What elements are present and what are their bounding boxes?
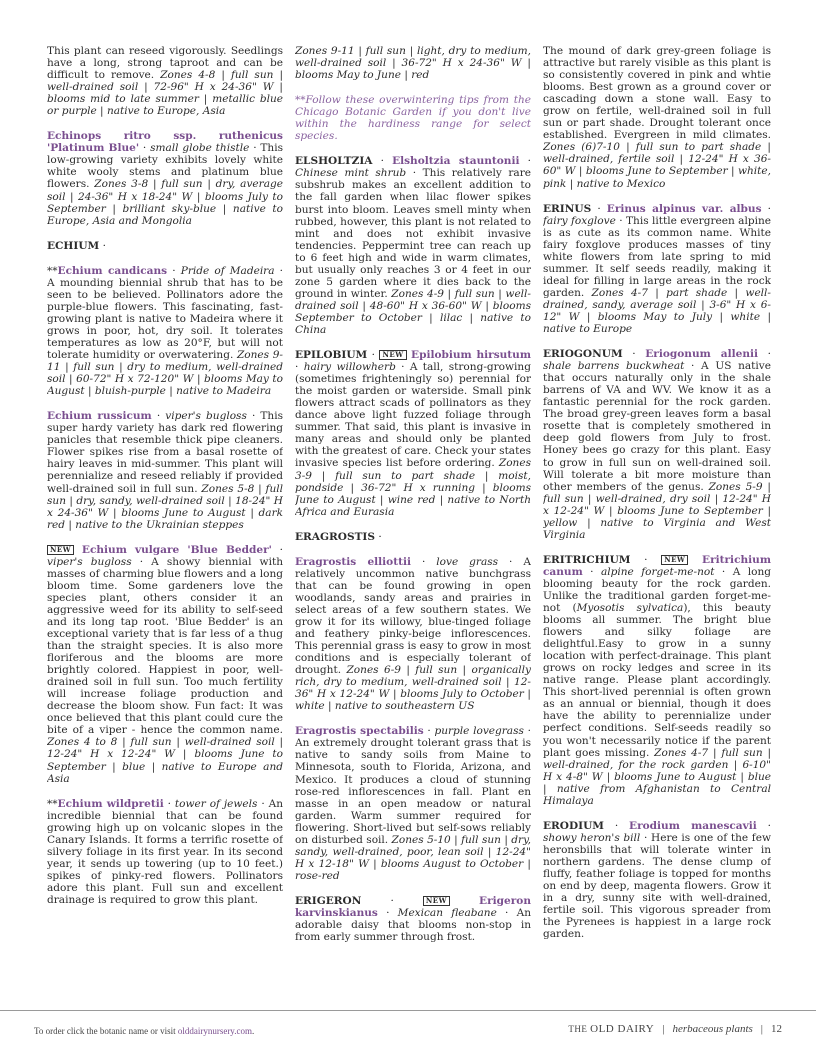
entry-specs: Zones (6)7-10 | full sun to part shade | well-drained, fertile soil | 12-24" H x 36-60" W | blooms June to September | white, pink | native to Mexico	[543, 141, 771, 190]
botanic-name-link[interactable]: Erigeron karvinskianus	[295, 894, 531, 919]
column-3	[543, 45, 771, 1005]
botanic-name-link[interactable]: Eragrostis spectabilis	[295, 725, 424, 738]
entry-specs: Zones 5-10 | full sun | dry, sandy, well-drained, poor, lean soil | 12-24" H x 12-18" W | blooms August to October | rose-red	[295, 833, 531, 882]
plant-entry: Echinops ritro ssp. ruthenicus 'Platinum Blue' · small globe thistle · This low-growing variety exhibits lovely white white wooly stems and platinum blue flowers. Zones 3-8 | full sun | dry, average soil | 24-36" H x 18-24" W | blooms July to September | brilliant sky-blue | native to Europe, Asia and Mongolia	[47, 130, 283, 227]
entry-specs: Zones 4-9 | full sun | well-drained soil | 48-60" H x 36-60" W | blooms September to October | lilac | native to China	[295, 287, 531, 336]
botanic-name-link[interactable]: Eritrichium canum	[543, 553, 771, 578]
entry-description: A showy biennial with masses of charming blue flowers and a long bloom time. Some gardeners love the species plant, others consider it an aggressive weed for its ability to self-seed and its long tap root. 'Blue Bedder' is an exceptional variety that is far less of a thug than the straight species. It is also more floriferous and the blooms are more brightly colored. Happiest in poor, well-drained soil in full sun. Too much fertility will increase foliage production and decrease the bloom show. Fun fact: It was once believed that this plant could cure the bite of a viper - hence the common name.	[47, 555, 283, 737]
entry-specs: Zones 3-8 | full sun | dry, average soil | 24-36" H x 18-24" W | blooms July to September | brilliant sky-blue | native to Europe, Asia and Mongolia	[47, 178, 283, 227]
entry-description: An extremely drought tolerant grass that is native to sandy soils from Maine to Minnesota, south to Florida, Arizona, and Mexico. It produces a cloud of stunning rose-red inflorescences in fall. Plant en masse in an open meadow or natural garden. Warm summer required for flowering. Short-lived but self-sows reliably on disturbed soil.	[295, 737, 531, 846]
column-2	[295, 45, 531, 1005]
botanic-name-link[interactable]: Echium candicans	[57, 264, 168, 277]
common-name: purple lovegrass	[434, 725, 524, 738]
order-text: To order click the botanic name or visit	[34, 1026, 178, 1036]
nursery-website-link[interactable]: olddairynursery.com	[177, 1026, 252, 1036]
plant-entry: ERINUS · Erinus alpinus var. albus · fairy foxglove · This little evergreen alpine is as cute as its common name. White fairy foxglove produces masses of tiny white flowers from late spring to mid summer. It self seeds readily, making it ideal for filling in large areas in the rock garden. Zones 4-7 | part shade | well-drained, sandy, average soil | 3-6" H x 6-12" W | blooms May to July | white | native to Europe	[543, 202, 771, 336]
common-name: shale barrens buckwheat	[543, 360, 685, 373]
genus-name: ERIOGONUM	[543, 348, 623, 361]
entry-specs: Zones 9-11 | full sun | light, dry to medium, well-drained soil | 36-72" H x 24-36" W | blooms May to June | red	[295, 45, 531, 82]
plant-entry: Eragrostis elliottii · love grass · A relatively uncommon native bunchgrass that can be found growing in open woodlands, sandy areas and prairies in select areas of a few southern states. We grow it for its willowy, blue-tinged foliage and feathery pinky-beige inflorescences. This perennial grass is easy to grow in most conditions and is especially tolerant of drought. Zones 6-9 | full sun | organically rich, dry to medium, well-drained soil | 12-36" H x 12-24" W | blooms July to October | white | native to southeastern US	[295, 555, 531, 713]
new-badge: NEW	[47, 545, 74, 555]
footer-divider	[0, 1010, 816, 1011]
entry-specs: Zones 6-9 | full sun | organically rich, dry to medium, well-drained soil | 12-36" H x 12-24" W | blooms July to October | white | native to southeastern US	[295, 664, 531, 713]
botanic-name-link[interactable]: Epilobium hirsutum	[411, 349, 531, 362]
genus-name: ERODIUM	[543, 819, 604, 832]
entry-description: The mound of dark grey-green foliage is attractive but rarely visible as this plant is so consistently covered in pink and whtie blooms. Best grown as a ground cover or cascading down a stone wall. Easy to grow on fertile, well-drained soil in full sun or part shade. Drought tolerant once established. Evergreen in mild climates.	[543, 45, 771, 142]
common-name: viper's bugloss	[165, 410, 247, 423]
common-name: Mexican fleabane	[397, 907, 497, 919]
genus-heading: ECHIUM ·	[47, 239, 106, 252]
entry-description: A mounding biennial shrub that has to be seen to be believed. Pollinators adore the purple-blue flowers. This fascinating, fast-growing plant is native to Madeira where it grows in poor, hot, dry soil. It tolerates temperatures as low as 20°F, but will not tolerate humidity or overwatering.	[47, 276, 283, 362]
brand-name: OLD DAIRY	[590, 1023, 655, 1035]
order-end: .	[251, 1026, 255, 1036]
plant-entry: Echium russicum · viper's bugloss · This super hardy variety has dark red flowering panicles that resemble thick pipe cleaners. Flower spikes rise from a basal rosette of hairy leaves in mid-summer. This plant will perennialize and reseed reliably if provided well-drained soil in full sun. Zones 5-8 | full sun | dry, sandy, well-drained soil | 18-24" H x 24-36" W | blooms June to August | dark red | native to the Ukrainian steppes	[47, 410, 283, 531]
overwintering-note-link[interactable]: **Follow these overwintering tips from the Chicago Botanic Garden if you don't live within the hardiness range for select species.	[295, 94, 531, 143]
entry-specs: Zones 4-7 | full sun | well-drained, for the rock garden | 6-10" H x 4-8" W | blooms June to August | blue | native from Afghanistan to Central Himalaya	[543, 746, 771, 807]
entry-description: This little evergreen alpine is as cute as its common name. White fairy foxglove produces masses of tiny white flowers from late spring to mid summer. It self seeds readily, making it ideal for filling in large areas in the rock garden.	[543, 214, 771, 299]
plant-entry: NEW Echium vulgare 'Blue Bedder' · viper's bugloss · A showy biennial with masses of charming blue flowers and a long bloom time. Some gardeners love the species plant, others consider it an aggressive weed for its ability to self-seed and its long tap root. 'Blue Bedder' is an exceptional variety that is far less of a thug than the straight species. It is also more floriferous and the blooms are more brightly colored. Happiest in poor, well-drained soil in full sun. Too much fertility will increase foliage production and decrease the bloom show. Fun fact: It was once believed that this plant could cure the bite of a viper - hence the common name. Zones 4 to 8 | full sun | well-drained soil | 12-24" H x 12-24" W | blooms June to September | blue | native to Europe and Asia	[47, 543, 283, 785]
plant-entry: ELSHOLTZIA · Elsholtzia stauntonii · Chinese mint shrub · This relatively rare subshrub makes an excellent addition to the fall garden when lilac flower spikes burst into bloom. Leaves smell minty when rubbed, however, this plant is not related to mint and does not exhibit invasive tendencies. Peppermint tree can reach up to 6 feet high and wide in warm climates, but usually only reaches 3 or 4 feet in our zone 5 garden where it dies back to the ground in winter. Zones 4-9 | full sun | well-drained soil | 48-60" H x 36-60" W | blooms September to October | lilac | native to China	[295, 155, 531, 336]
genus-name: ELSHOLTZIA	[295, 155, 373, 168]
common-name: love grass	[436, 555, 499, 568]
botanic-name-link[interactable]: Erodium manescavii	[629, 819, 757, 832]
column-1	[47, 45, 283, 1005]
plant-entry: Eragrostis spectabilis · purple lovegrass · An extremely drought tolerant grass that is native to sandy soils from Maine to Minnesota, south to Florida, Arizona, and Mexico. It produces a cloud of stunning rose-red inflorescences in fall. Plant en masse in an open meadow or natural garden. Warm summer required for flowering. Short-lived but self-sows reliably on disturbed soil. Zones 5-10 | full sun | dry, sandy, well-drained, poor, lean soil | 12-24" H x 12-18" W | blooms August to October | rose-red	[295, 725, 531, 882]
common-name: fairy foxglove	[543, 214, 616, 227]
genus-name: ECHIUM	[47, 239, 100, 252]
catalog-columns	[47, 45, 771, 1005]
botanic-name-link[interactable]: Echium russicum	[47, 410, 152, 423]
entry-description: This relatively rare subshrub makes an excellent addition to the fall garden when lilac flower spikes burst into bloom. Leaves smell minty when rubbed, however, this plant is not related to mint and does not exhibit invasive tendencies. Peppermint tree can reach up to 6 feet high and wide in warm climates, but usually only reaches 3 or 4 feet in our zone 5 garden where it dies back to the ground in winter.	[295, 167, 531, 300]
entry-specs: Zones 5-9 | full sun | well-drained, dry soil | 12-24" H x 12-24" W | blooms June to September | yellow | native to Virginia and West Virginia	[543, 480, 771, 541]
entry-description: This super hardy variety has dark red flowering panicles that resemble thick pipe cleaners. Flower spikes rise from a basal rosette of hairy leaves in mid-summer. This plant will perennialize and reseed reliably if provided well-drained soil in full sun.	[47, 410, 283, 495]
common-name: viper's bugloss	[47, 555, 132, 568]
botanic-name-link[interactable]: Eriogonum allenii	[645, 348, 758, 361]
entry-prefix: **	[47, 264, 58, 277]
plant-entry: **Echium wildpretii · tower of jewels · An incredible biennial that can be found growing high up on volcanic slopes in the Canary Islands. It forms a terrific rosette of silvery foliage in its first year. In its second year, it sends up towering (up to 10 feet.) spikes of pinky-red flowers. Pollinators adore this plant. Full sun and excellent drainage is required to grow this plant.	[47, 797, 283, 906]
plant-entry: ERIOGONUM · Eriogonum allenii · shale barrens buckwheat · A US native that occurs naturally only in the shale barrens of VA and WV. We know it as a fantastic perennial for the rock garden. The broad grey-green leaves form a basal rosette that is completely smothered in deep gold flowers from July to frost. Honey bees go crazy for this plant. Easy to grow in full sun on well-drained soil. Will tolerate a bit more moisture than other members of the genus. Zones 5-9 | full sun | well-drained, dry soil | 12-24" H x 12-24" W | blooms June to September | yellow | native to Virginia and West Virginia	[543, 348, 771, 541]
genus-name: EPILOBIUM	[295, 349, 368, 362]
plant-entry	[295, 45, 531, 81]
botanic-name-link[interactable]: Eragrostis elliottii	[295, 555, 411, 568]
genus-name: ERINUS	[543, 202, 592, 215]
new-badge: NEW	[423, 896, 450, 906]
entry-specs: Zones 5-8 | full sun | dry, sandy, well-drained soil | 18-24" H x 24-36" W | blooms June to August | dark red | native to the Ukrainian steppes	[47, 482, 283, 531]
entry-specs: Zones 4 to 8 | full sun | well-drained soil | 12-24" H x 12-24" W | blooms June to September | blue | native to Europe and Asia	[47, 736, 283, 785]
entry-specs: Zones 4-7 | part shade | well-drained, sandy, average soil | 3-6" H x 6-12" W | blooms May to July | white | native to Europe	[543, 286, 771, 336]
plant-entry	[47, 45, 283, 117]
common-name: Pride of Madeira	[180, 264, 275, 277]
botanic-reference: Myosotis sylvatica	[576, 602, 684, 615]
common-name: alpine forget-me-not	[600, 565, 715, 578]
genus-name: ERIGERON	[295, 894, 362, 907]
plant-entry: ERITRICHIUM · NEW Eritrichium canum · alpine forget-me-not · A long blooming beauty for the rock garden. Unlike the traditional garden forget-me-not (Myosotis sylvatica), this beauty blooms all summer. The bright blue flowers and silky foliage are delightful.Easy to grow in a sunny location with perfect-drainage. This plant grows on rocky ledges and scree in its native range. Please plant accordingly. This short-lived perennial is often grown as an annual or biennial, though it does have the ability to perennialize under perfect conditions. Self-seeds readily so you won't necessarily notice if the parent plant goes missing. Zones 4-7 | full sun | well-drained, for the rock garden | 6-10" H x 4-8" W | blooms June to August | blue | native from Afghanistan to Central Himalaya	[543, 553, 771, 807]
common-name: hairy willowherb	[303, 361, 396, 374]
genus-heading: ERAGROSTIS ·	[295, 530, 382, 543]
botanic-name-link[interactable]: Echinops ritro ssp. ruthenicus 'Platinum Blue'	[47, 130, 283, 155]
genus-name: ERITRICHIUM	[543, 553, 631, 566]
common-name: tower of jewels	[174, 797, 258, 810]
common-name: Chinese mint shrub	[295, 167, 407, 180]
botanic-name-link[interactable]: Echium wildpretii	[57, 797, 164, 810]
plant-entry	[543, 45, 771, 190]
botanic-name-link[interactable]: Echium vulgare 'Blue Bedder'	[81, 543, 272, 556]
section-name: herbaceous plants	[672, 1023, 753, 1035]
plant-entry: ERODIUM · Erodium manescavii · showy heron's bill · Here is one of the few heronsbills that will tolerate winter in northern gardens. The dense clump of fluffy, feather foliage is topped for months on end by deep, magenta flowers. Grow it in a dry, sunny site with well-drained, fertile soil. This vigorous spreader from the Pyrenees is happiest in a large rock garden.	[543, 819, 771, 941]
entry-description: This low-growing variety exhibits lovely white white wooly stems and platinum blue flowers.	[47, 142, 283, 191]
common-name: small globe thistle	[150, 142, 250, 155]
page-number: 12	[771, 1023, 782, 1035]
order-note	[34, 1026, 254, 1036]
entry-description: An incredible biennial that can be found growing high up on volcanic slopes in the Canary Islands. It forms a terrific rosette of silvery foliage in its first year. In its second year, it sends up towering (up to 10 feet.) spikes of pinky-red flowers. Pollinators adore this plant. Full sun and excellent drainage is required to grow this plant.	[47, 797, 283, 906]
entry-description: This plant can reseed vigorously. Seedlings have a long, strong taproot and can be difficult to remove.	[47, 45, 283, 82]
entry-description: A US native that occurs naturally only in the shale barrens of VA and WV. We know it as a fantastic perennial for the rock garden. The broad grey-green leaves form a basal rosette that is completely smothered in deep gold flowers from July to frost. Honey bees go crazy for this plant. Easy to grow in full sun on well-drained soil. Will tolerate a bit more moisture than other members of the genus.	[543, 360, 771, 493]
footer-separator: |	[760, 1023, 763, 1035]
plant-entry: EPILOBIUM · NEW Epilobium hirsutum · hairy willowherb · A tall, strong-growing (sometimes frighteningly so) perennial for the moist garden or waterside. Small pink flowers attract scads of pollinators as they dance above light fuzzed foliage through summer. That said, this plant is invasive in many areas and should only be planted with the greatest of care. Check your states invasive species list before ordering. Zones 3-9 | full sun to part shade | moist, pondside | 36-72" H x running | blooms June to August | wine red | native to North Africa and Eurasia	[295, 349, 531, 518]
botanic-name-link[interactable]: Elsholtzia stauntonii	[392, 155, 520, 168]
new-badge: NEW	[661, 555, 688, 565]
entry-description: A relatively uncommon native bunchgrass that can be found growing in open woodlands, sandy areas and prairies in select areas of a few southern states. We grow it for its willowy, blue-tinged foliage and feathery pinky-beige inflorescences. This perennial grass is easy to grow in most conditions and is especially tolerant of drought.	[295, 555, 531, 677]
page-footer	[568, 1023, 782, 1035]
entry-description: A long blooming beauty for the rock garden. Unlike the traditional garden forget-me-not (	[543, 565, 771, 615]
plant-entry: ERIGERON · NEW Erigeron karvinskianus · Mexican fleabane · An adorable daisy that blooms non-stop in from early summer through frost.	[295, 894, 531, 944]
genus-name: ERAGROSTIS	[295, 530, 375, 543]
botanic-name-link[interactable]: Erinus alpinus var. albus	[606, 202, 762, 215]
new-badge: NEW	[379, 350, 406, 360]
entry-specs: Zones 3-9 | full sun to part shade | moist, pondside | 36-72" H x running | blooms June to August | wine red | native to North Africa and Eurasia	[295, 457, 531, 518]
entry-description: ), this beauty blooms all summer. The bright blue flowers and silky foliage are delightful.Easy to grow in a sunny location with perfect-drainage. This plant grows on rocky ledges and scree in its native range. Please plant accordingly. This short-lived perennial is often grown as an annual or biennial, though it does have the ability to perennialize under perfect conditions. Self-seeds readily so you won't necessarily notice if the parent plant goes missing.	[543, 602, 771, 759]
entry-description: A tall, strong-growing (sometimes frighteningly so) perennial for the moist garden or waterside. Small pink flowers attract scads of pollinators as they dance above light fuzzed foliage through summer. That said, this plant is invasive in many areas and should only be planted with the greatest of care. Check your states invasive species list before ordering.	[295, 361, 531, 470]
entry-prefix: **	[47, 797, 58, 810]
brand-the: THE	[568, 1024, 588, 1034]
entry-specs: Zones 9-11 | full sun | dry to medium, well-drained soil | 60-72" H x 72-120" W | blooms May to August | bluish-purple | native to Madeira	[47, 349, 283, 398]
entry-specs: Zones 4-8 | full sun | well-drained soil | 72-96" H x 24-36" W | blooms mid to late summer | metallic blue or purple | native to Europe, Asia	[47, 69, 283, 118]
entry-description: Here is one of the few heronsbills that will tolerate winter in northern gardens. The dense clump of fluffy, feather foliage is topped for months on end by deep, magenta flowers. Grow it in a dry, sunny site with well-drained, fertile soil. This vigorous spreader from the Pyrenees is happiest in a large rock garden.	[543, 831, 771, 941]
footer-separator: |	[662, 1023, 665, 1035]
entry-description: An adorable daisy that blooms non-stop in from early summer through frost.	[295, 907, 531, 944]
common-name: showy heron's bill	[543, 831, 641, 844]
plant-entry: **Echium candicans · Pride of Madeira · A mounding biennial shrub that has to be seen to be believed. Pollinators adore the purple-blue flowers. This fascinating, fast-growing plant is native to Madeira where it grows in poor, hot, dry soil. It tolerates temperatures as low as 20°F, but will not tolerate humidity or overwatering. Zones 9-11 | full sun | dry to medium, well-drained soil | 60-72" H x 72-120" W | blooms May to August | bluish-purple | native to Madeira	[47, 264, 283, 398]
